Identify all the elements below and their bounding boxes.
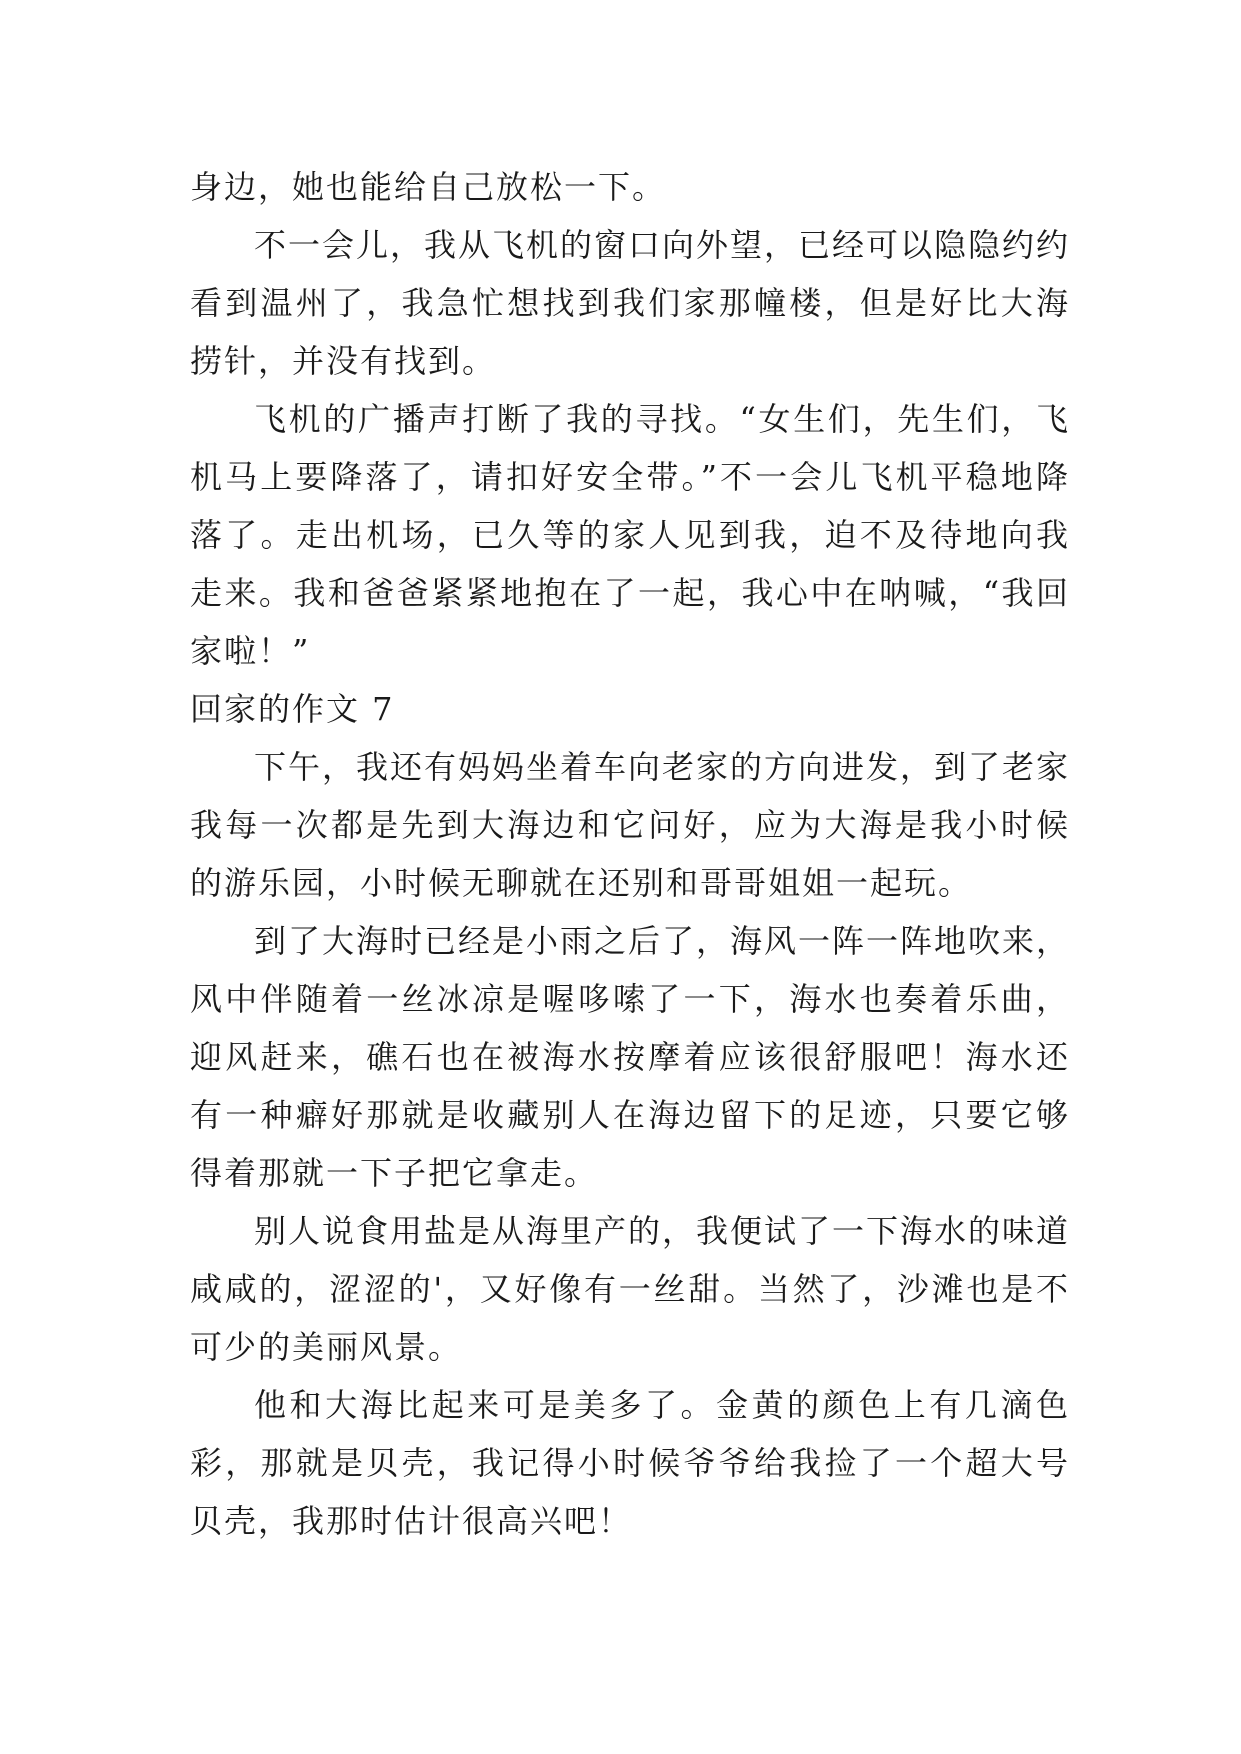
document-body <box>190 158 1070 1550</box>
section-heading: 回家的作文 7 <box>190 690 395 728</box>
paragraph-7: 他和大海比起来可是美多了。金黄的颜色上有几滴色彩，那就是贝壳，我记得小时候爷爷给我捡了一个超大号贝壳，我那时估计很高兴吧！ <box>190 1386 1070 1540</box>
paragraph-3: 飞机的广播声打断了我的寻找。“女生们，先生们，飞机马上要降落了，请扣好安全带。”不一会儿飞机平稳地降落了。走出机场，已久等的家人见到我，迫不及待地向我走来。我和爸爸紧紧地抱在了一起，我心中在呐喊，“我回家啦！” <box>190 400 1070 670</box>
paragraph-6: 别人说食用盐是从海里产的，我便试了一下海水的味道咸咸的，涩涩的'，又好像有一丝甜。当然了，沙滩也是不可少的美丽风景。 <box>190 1212 1071 1366</box>
paragraph-5: 到了大海时已经是小雨之后了，海风一阵一阵地吹来，风中伴随着一丝冰凉是喔哆嗦了一下，海水也奏着乐曲，迎风赶来，礁石也在被海水按摩着应该很舒服吧！海水还有一种癖好那就是收藏别人在海边留下的足迹，只要它够得着那就一下子把它拿走。 <box>190 922 1071 1192</box>
paragraph-2: 不一会儿，我从飞机的窗口向外望，已经可以隐隐约约看到温州了，我急忙想找到我们家那幢楼，但是好比大海捞针，并没有找到。 <box>190 226 1071 380</box>
paragraph-4: 下午，我还有妈妈坐着车向老家的方向进发，到了老家我每一次都是先到大海边和它问好，应为大海是我小时候的游乐园，小时候无聊就在还别和哥哥姐姐一起玩。 <box>190 748 1071 902</box>
paragraph-1: 身边，她也能给自己放松一下。 <box>190 168 667 206</box>
